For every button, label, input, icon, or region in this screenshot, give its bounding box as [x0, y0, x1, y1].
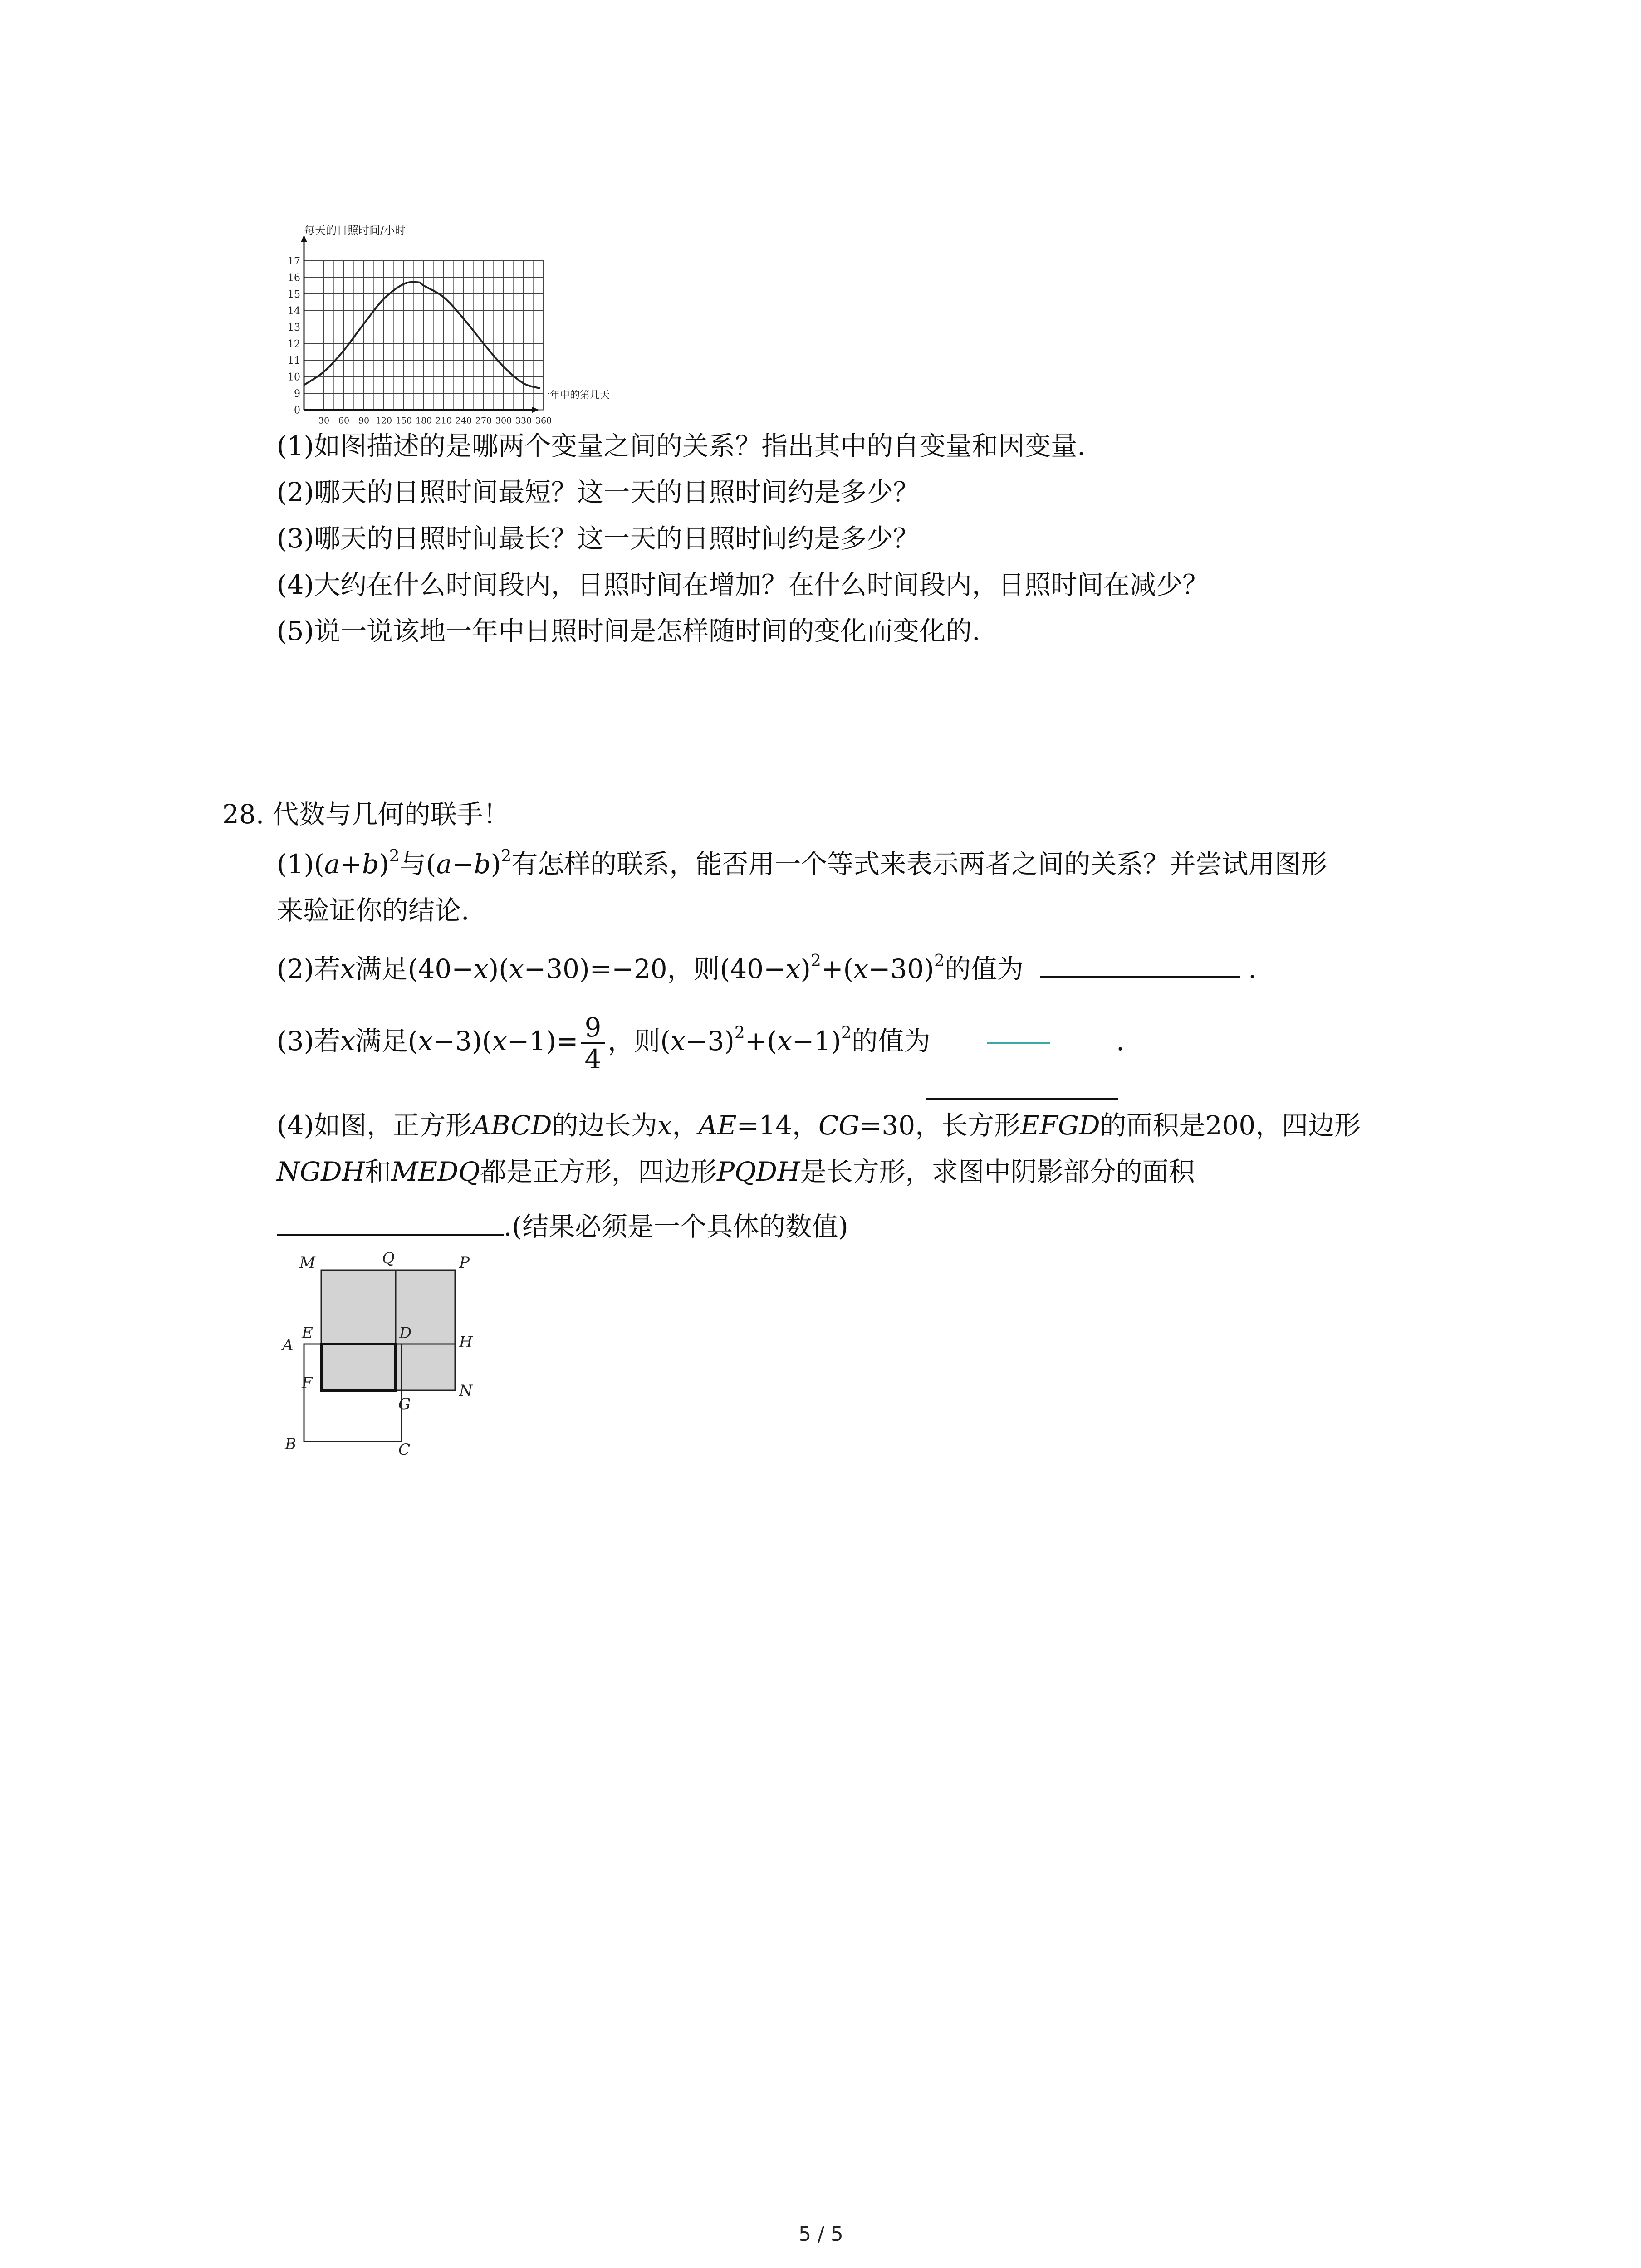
- q27-sub1: (1)如图描述的是哪两个变量之间的关系？指出其中的自变量和因变量.: [277, 430, 1086, 461]
- chart-grid: [301, 235, 544, 413]
- daylight-chart: [272, 218, 671, 426]
- label-M: M: [299, 1254, 315, 1272]
- x-tick-label: 270: [475, 415, 492, 426]
- q28-part4-line3: .(结果必须是一个具体的数值): [277, 1207, 848, 1242]
- shaded-region: [321, 1270, 455, 1390]
- q27-sub2: (2)哪天的日照时间最短？这一天的日照时间约是多少？: [277, 477, 920, 508]
- q28-part1-line2: 来验证你的结论.: [277, 895, 470, 926]
- x-tick-labels: [318, 416, 552, 426]
- page-number: 5 / 5: [798, 2223, 843, 2246]
- chart-ylabel: 每天的日照时间/小时: [304, 224, 406, 237]
- x-tick-label: 180: [415, 415, 432, 426]
- q27-sub4: (4)大约在什么时间段内，日照时间在增加？在什么时间段内，日照时间在减少？: [277, 569, 1209, 600]
- x-tick-label: 150: [395, 415, 412, 426]
- question-title: 代数与几何的联手！: [272, 799, 509, 830]
- x-tick-label: 240: [455, 415, 472, 426]
- x-tick-label: 210: [435, 415, 452, 426]
- daylight-curve: [304, 282, 540, 388]
- x-tick-label: 30: [318, 415, 330, 426]
- q28-part3-period: .: [1116, 1026, 1125, 1056]
- x-tick-label: 90: [358, 415, 370, 426]
- label-A: A: [282, 1336, 294, 1354]
- y-tick-label: 16: [288, 272, 300, 284]
- label-H: H: [459, 1333, 473, 1351]
- q28-part1-line1: $(1)(a+b)^2$与$(a-b)^2$有怎样的联系，能否用一个等式来表示两者之间的关系？并尝试用图形: [277, 847, 1327, 880]
- y-tick-label: 0: [294, 405, 300, 416]
- y-tick-labels: [288, 256, 300, 416]
- y-tick-label: 9: [294, 388, 300, 400]
- x-axis-arrow: [532, 407, 539, 413]
- label-G: G: [398, 1395, 411, 1413]
- y-tick-label: 17: [288, 256, 300, 267]
- q27-sub5: (5)说一说该地一年中日照时间是怎样随时间的变化而变化的.: [277, 616, 980, 646]
- q28-part2: (2)若x满足(40−x)(x−30)=−20，则$(40-x)^2+(x-30)^2$的值为 .: [277, 949, 1257, 985]
- label-B: B: [285, 1435, 296, 1453]
- label-Q: Q: [382, 1249, 395, 1267]
- chart-xlabel: 一年中的第几天: [540, 390, 610, 401]
- q27-sub3: (3)哪天的日照时间最长？这一天的日照时间约是多少？: [277, 523, 920, 554]
- label-P: P: [459, 1254, 470, 1272]
- q28-part3: (3)若x满足(x−3)(x−1)= $\frac{9}{4}$ ，则$(x-3)^2+(x-1)^2$的值为: [277, 1012, 931, 1075]
- answer-blank-3[interactable]: [926, 1098, 1118, 1100]
- q28-header: [222, 798, 509, 830]
- label-E: E: [302, 1324, 313, 1342]
- x-tick-label: 60: [338, 415, 350, 426]
- y-tick-label: 15: [288, 289, 300, 300]
- q28-part4-line1: (4)如图，正方形ABCD的边长为x，AE=14，CG=30，长方形EFGD的面积是200，四边形: [277, 1110, 1361, 1141]
- fraction-9-4: $\frac{9}{4}$: [581, 1012, 605, 1074]
- answer-blank-2[interactable]: [1040, 949, 1240, 978]
- y-tick-label: 13: [288, 322, 300, 333]
- label-N: N: [459, 1382, 473, 1400]
- x-tick-label: 330: [515, 415, 532, 426]
- answer-blank-3-accent: [987, 1042, 1050, 1044]
- answer-blank-4[interactable]: [277, 1207, 504, 1236]
- y-tick-label: 12: [288, 338, 300, 350]
- x-tick-label: 360: [535, 415, 552, 426]
- label-C: C: [398, 1441, 411, 1459]
- y-tick-label: 10: [288, 371, 300, 383]
- geometry-figure: [277, 1245, 485, 1467]
- y-tick-label: 11: [288, 355, 300, 367]
- x-tick-label: 120: [375, 415, 392, 426]
- y-tick-label: 14: [288, 305, 300, 317]
- label-D: D: [399, 1324, 412, 1342]
- label-F: F: [302, 1374, 313, 1392]
- q28-part4-line2: NGDH和MEDQ都是正方形，四边形PQDH是长方形，求图中阴影部分的面积: [277, 1156, 1195, 1187]
- question-number: 28.: [222, 799, 265, 830]
- x-tick-label: 300: [495, 415, 512, 426]
